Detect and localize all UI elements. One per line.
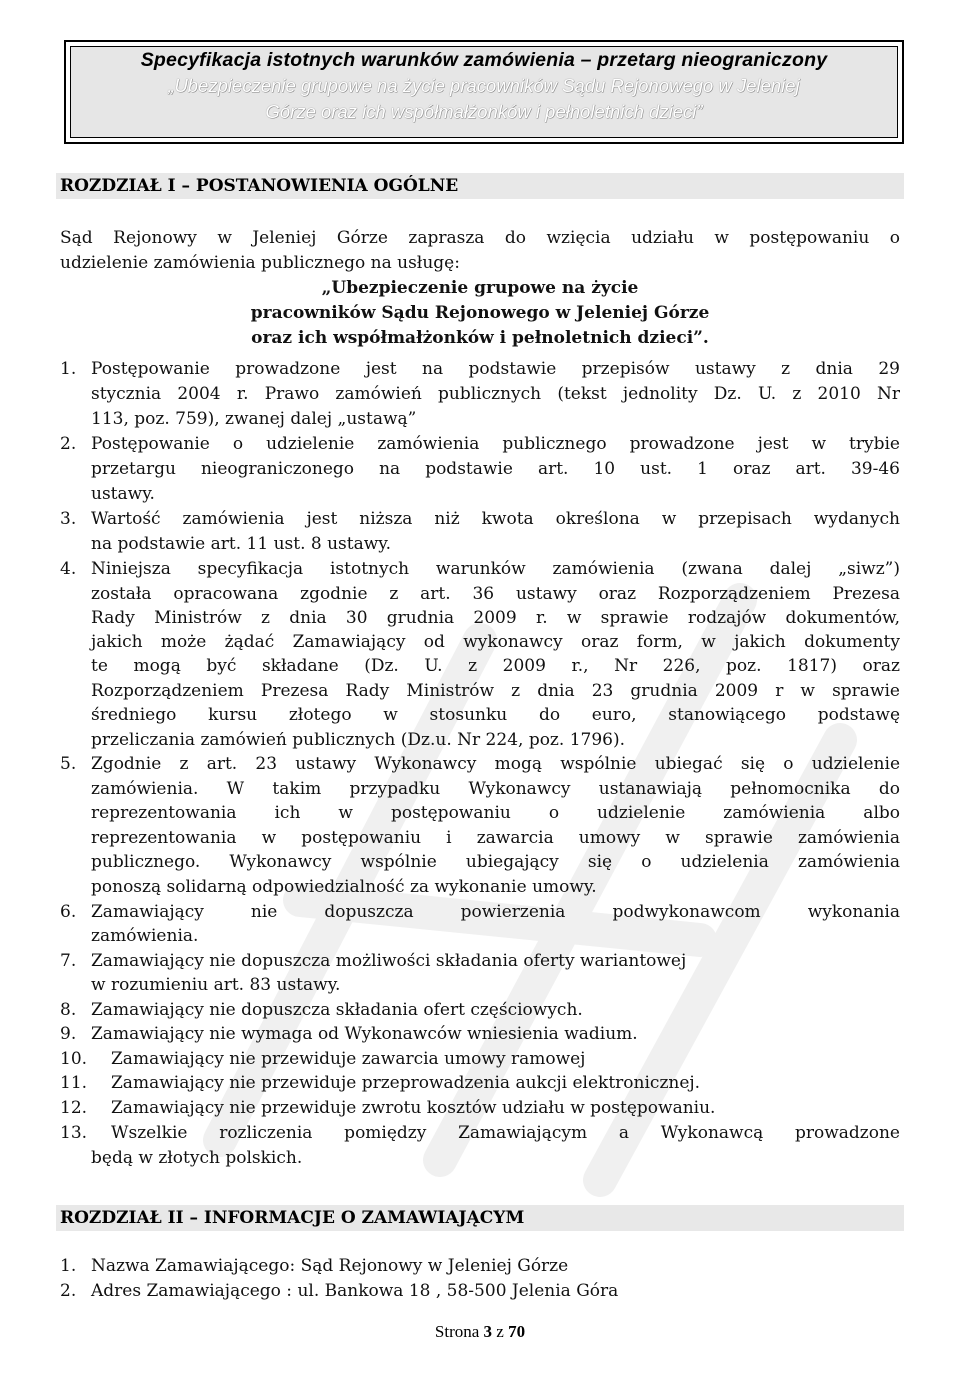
- item-1-line-1: Postępowanie prowadzone jest na podstawie przepisów ustawy z dnia 29: [91, 359, 900, 379]
- item-10-line-1: Zamawiający nie przewiduje zawarcia umowy ramowej: [111, 1049, 586, 1069]
- item-11-number: 11.: [60, 1073, 88, 1093]
- page-separator: z: [492, 1322, 509, 1341]
- item-7-line-2: w rozumieniu art. 83 ustawy.: [91, 975, 341, 995]
- section-2-item-2-number: 2.: [60, 1281, 77, 1301]
- item-13-line-2: będą w złotych polskich.: [91, 1148, 303, 1168]
- item-8-number: 8.: [60, 1000, 77, 1020]
- document-subtitle-line-2: Górze oraz ich współmałżonków i pełnoletnich dzieci”: [265, 101, 703, 122]
- item-12-line-1: Zamawiający nie przewiduje zwrotu kosztów udziału w postępowaniu.: [111, 1098, 716, 1118]
- item-6-line-1: Zamawiający nie dopuszcza powierzenia podwykonawcom wykonania: [91, 902, 900, 922]
- item-7-line-1: Zamawiający nie dopuszcza możliwości składania oferty wariantowej: [91, 951, 687, 971]
- item-5-line-5: publicznego. Wykonawcy wspólnie ubiegający się o udzielenia zamówienia: [91, 852, 900, 872]
- intro-line-2: udzielenie zamówienia publicznego na usługę:: [60, 253, 460, 273]
- item-9-line-1: Zamawiający nie wymaga od Wykonawców wniesienia wadium.: [91, 1024, 638, 1044]
- item-3-line-1: Wartość zamówienia jest niższa niż kwota określona w przepisach wydanych: [91, 509, 900, 529]
- section-2-item-1-number: 1.: [60, 1256, 77, 1276]
- item-13-line-1: Wszelkie rozliczenia pomiędzy Zamawiającym a Wykonawcą prowadzone: [111, 1123, 900, 1143]
- item-5-line-6: ponoszą solidarną odpowiedzialność za wykonanie umowy.: [91, 877, 597, 897]
- item-4-line-4: jakich może żądać Zamawiający od wykonawcy oraz form, w jakich dokumenty: [91, 632, 900, 652]
- item-1-line-2: stycznia 2004 r. Prawo zamówień publicznych (tekst jednolity Dz. U. z 2010 Nr: [91, 384, 900, 404]
- intro-line-1: Sąd Rejonowy w Jeleniej Górze zaprasza do wzięcia udziału w postępowaniu o: [60, 228, 900, 248]
- item-5-line-2: zamówienia. W takim przypadku Wykonawcy ustanawiają pełnomocnika do: [91, 779, 900, 799]
- item-4-line-3: Rady Ministrów z dnia 30 grudnia 2009 r. w sprawie rodzajów dokumentów,: [91, 608, 900, 628]
- item-4-line-5: te mogą być składane (Dz. U. z 2009 r., Nr 226, poz. 1817) oraz: [91, 656, 900, 676]
- item-1-number: 1.: [60, 359, 77, 379]
- document-header: [64, 40, 904, 144]
- item-7-number: 7.: [60, 951, 77, 971]
- subject-line-1: „Ubezpieczenie grupowe na życie: [321, 278, 639, 298]
- section-2-item-1-text: Nazwa Zamawiającego: Sąd Rejonowy w Jeleniej Górze: [91, 1256, 569, 1276]
- section-2-heading: ROZDZIAŁ II – INFORMACJE O ZAMAWIAJĄCYM: [60, 1208, 525, 1228]
- item-2-line-2: przetargu nieograniczonego na podstawie art. 10 ust. 1 oraz art. 39-46: [91, 459, 900, 479]
- item-4-line-1: Niniejsza specyfikacja istotnych warunków zamówienia (zwana dalej „siwz”): [91, 559, 900, 579]
- subject-line-2: pracowników Sądu Rejonowego w Jeleniej Górze: [250, 303, 710, 323]
- item-9-number: 9.: [60, 1024, 77, 1044]
- item-11-line-1: Zamawiający nie przewiduje przeprowadzenia aukcji elektronicznej.: [111, 1073, 701, 1093]
- total-page-count: 70: [508, 1322, 526, 1341]
- item-4-line-7: średniego kursu złotego w stosunku do euro, stanowiącego podstawę: [91, 705, 900, 725]
- item-8-line-1: Zamawiający nie dopuszcza składania ofert częściowych.: [91, 1000, 583, 1020]
- item-4-number: 4.: [60, 559, 77, 579]
- document-header-inner: [70, 46, 898, 138]
- document-title: Specyfikacja istotnych warunków zamówienia – przetarg nieograniczony: [140, 49, 828, 71]
- item-5-line-3: reprezentowania ich w postępowaniu o udzielenie zamówienia albo: [91, 803, 900, 823]
- item-2-number: 2.: [60, 434, 77, 454]
- subject-line-3: oraz ich współmałżonków i pełnoletnich dzieci”.: [251, 328, 709, 348]
- item-4-line-2: została opracowana zgodnie z art. 36 ustawy oraz Rozporządzeniem Prezesa: [91, 584, 900, 604]
- item-3-number: 3.: [60, 509, 77, 529]
- section-2-heading-bar: [56, 1205, 904, 1231]
- item-5-line-4: reprezentowania w postępowaniu i zawarcia umowy w sprawie zamówienia: [91, 828, 900, 848]
- item-5-line-1: Zgodnie z art. 23 ustawy Wykonawcy mogą wspólnie ubiegać się o udzielenie: [91, 754, 900, 774]
- item-6-number: 6.: [60, 902, 77, 922]
- item-12-number: 12.: [60, 1098, 88, 1118]
- page-label: Strona: [434, 1322, 484, 1341]
- page-footer: [0, 1322, 960, 1342]
- item-10-number: 10.: [60, 1049, 88, 1069]
- current-page-number: 3: [483, 1322, 493, 1341]
- section-1-heading: ROZDZIAŁ I – POSTANOWIENIA OGÓLNE: [60, 176, 459, 196]
- section-1-heading-bar: [56, 173, 904, 199]
- document-subtitle-line-1: „Ubezpieczenie grupowe na życie pracowników Sądu Rejonowego w Jeleniej: [168, 75, 800, 96]
- item-6-line-2: zamówienia.: [91, 926, 199, 946]
- item-13-number: 13.: [60, 1123, 88, 1143]
- item-1-line-3: 113, poz. 759), zwanej dalej „ustawą”: [91, 409, 417, 429]
- item-5-number: 5.: [60, 754, 77, 774]
- item-4-line-8: przeliczania zamówień publicznych (Dz.u. Nr 224, poz. 1796).: [91, 730, 625, 750]
- section-2-item-2-text: Adres Zamawiającego : ul. Bankowa 18 , 58-500 Jelenia Góra: [91, 1281, 619, 1301]
- item-4-line-6: Rozporządzeniem Prezesa Rady Ministrów z dnia 23 grudnia 2009 r w sprawie: [91, 681, 900, 701]
- item-3-line-2: na podstawie art. 11 ust. 8 ustawy.: [91, 534, 392, 554]
- item-2-line-3: ustawy.: [91, 484, 155, 504]
- item-2-line-1: Postępowanie o udzielenie zamówienia publicznego prowadzone jest w trybie: [91, 434, 900, 454]
